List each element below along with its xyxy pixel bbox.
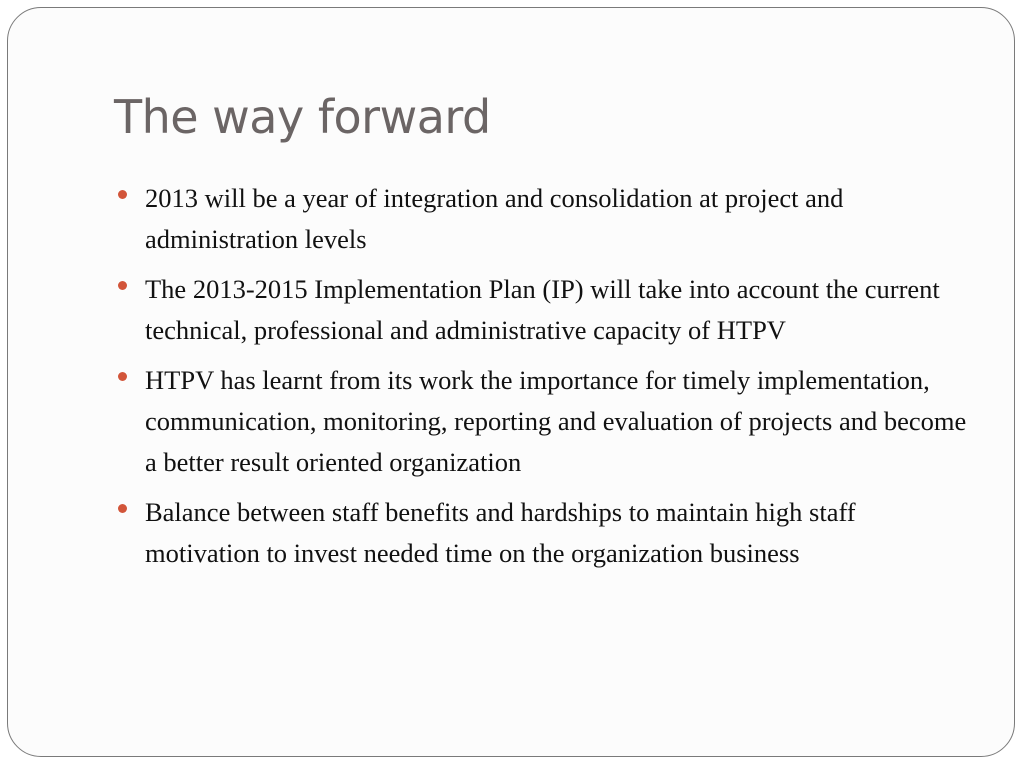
bullet-item [114, 360, 974, 483]
bullet-text: Balance between staff benefits and hardships to maintain high staff motivation to invest needed time on the organization business [145, 497, 856, 568]
bullet-dot-icon [118, 190, 127, 199]
slide [7, 7, 1015, 757]
bullet-dot-icon [118, 372, 127, 381]
slide-title: The way forward [114, 90, 491, 144]
bullet-text: 2013 will be a year of integration and consolidation at project and administration levels [145, 183, 844, 254]
bullet-text: HTPV has learnt from its work the importance for timely implementation, communication, monitoring, reporting and evaluation of projects and become a better result oriented organization [145, 365, 967, 477]
bullet-item [114, 269, 974, 351]
bullet-dot-icon [118, 504, 127, 513]
bullet-dot-icon [118, 281, 127, 290]
bullet-item [114, 492, 974, 574]
bullet-item [114, 178, 974, 260]
bullet-list [114, 178, 974, 583]
bullet-text: The 2013-2015 Implementation Plan (IP) will take into account the current technical, professional and administrative capacity of HTPV [145, 274, 940, 345]
